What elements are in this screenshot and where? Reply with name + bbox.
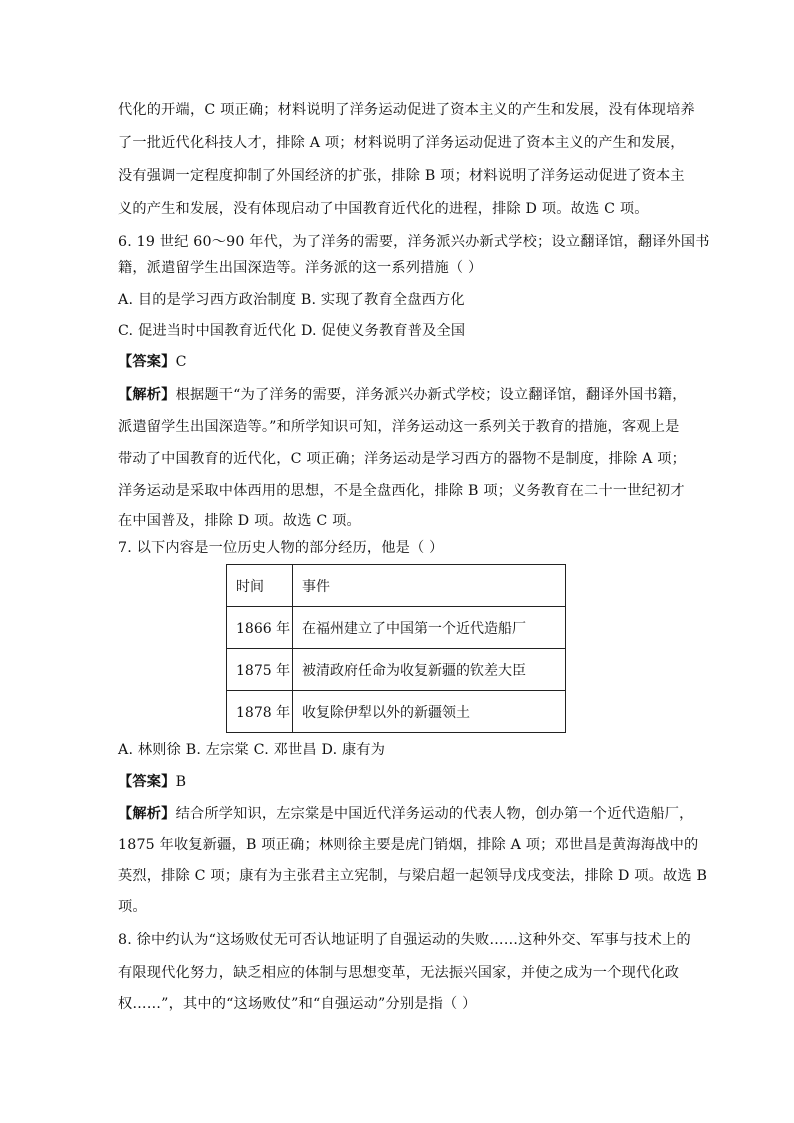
analysis-line: 洋务运动是采取中体西用的思想，不是全盘西化，排除 B 项；义务教育在二十一世纪初才 xyxy=(118,483,685,499)
table-cell: 1866 年 xyxy=(227,607,293,649)
table-header-row xyxy=(227,565,566,607)
text-line: 了一批近代化科技人才，排除 A 项；材料说明了洋务运动促进了资本主义的产生和发展， xyxy=(118,135,685,151)
answer-tag: 【答案】 xyxy=(118,774,176,790)
question-8-stem: 8. 徐中约认为“这场败仗无可否认地证明了自强运动的失败……这种外交、军事与技术上的 xyxy=(118,932,691,948)
table-cell: 收复除伊犁以外的新疆领土 xyxy=(293,691,566,733)
analysis-tag: 【解析】 xyxy=(118,387,176,403)
analysis-line: 英烈，排除 C 项；康有为主张君主立宪制，与梁启超一起领导戊戌变法，排除 D 项。故选 B xyxy=(118,868,708,884)
analysis-text: 根据题干“为了洋务的需要，洋务派兴办新式学校；设立翻译馆，翻译外国书籍， xyxy=(175,387,687,403)
analysis-line: 带动了中国教育的近代化，C 项正确；洋务运动是学习西方的器物不是制度，排除 A 项； xyxy=(118,451,686,467)
table-cell: 被清政府任命为收复新疆的钦差大臣 xyxy=(293,649,566,691)
question-6-analysis xyxy=(118,385,687,405)
answer-tag: 【答案】 xyxy=(118,354,176,370)
text-line: 代化的开端，C 项正确；材料说明了洋务运动促进了资本主义的产生和发展，没有体现培养 xyxy=(118,102,695,118)
question-8-stem: 有限现代化努力，缺乏相应的体制与思想变革，无法振兴国家，并使之成为一个现代化政 xyxy=(118,965,680,981)
analysis-text: 结合所学知识，左宗棠是中国近代洋务运动的代表人物，创办第一个近代造船厂， xyxy=(175,806,694,822)
question-7-analysis xyxy=(118,804,694,824)
table-cell: 在福州建立了中国第一个近代造船厂 xyxy=(293,607,566,649)
question-6-options: A. 目的是学习西方政治制度 B. 实现了教育全盘西方化 xyxy=(118,292,465,308)
question-8-stem: 权……”，其中的“这场败仗”和“自强运动”分别是指（ ） xyxy=(118,996,477,1012)
analysis-tag: 【解析】 xyxy=(118,806,176,822)
analysis-line: 1875 年收复新疆，B 项正确；林则徐主要是虎门销烟，排除 A 项；邓世昌是黄海海战中的 xyxy=(118,837,699,853)
analysis-line: 在中国普及，排除 D 项。故选 C 项。 xyxy=(118,513,361,529)
table-row xyxy=(227,691,566,733)
table-row xyxy=(227,649,566,691)
events-table xyxy=(226,564,566,733)
question-6-stem: 籍，派遣留学生出国深造等。洋务派的这一系列措施（ ） xyxy=(118,260,483,276)
table-row xyxy=(227,607,566,649)
question-7-answer xyxy=(118,772,678,792)
question-6-options: C. 促进当时中国教育近代化 D. 促使义务教育普及全国 xyxy=(118,323,466,339)
question-7-stem: 7. 以下内容是一位历史人物的部分经历，他是（ ） xyxy=(118,540,444,556)
question-6-answer xyxy=(118,352,678,372)
table-header-cell: 事件 xyxy=(293,565,566,607)
analysis-line: 项。 xyxy=(118,899,147,915)
answer-value: B xyxy=(175,774,187,790)
table-cell: 1875 年 xyxy=(227,649,293,691)
answer-value: C xyxy=(175,354,187,370)
text-line: 义的产生和发展，没有体现启动了中国教育近代化的进程，排除 D 项。故选 C 项。 xyxy=(118,201,649,217)
question-7-options: A. 林则徐 B. 左宗棠 C. 邓世昌 D. 康有为 xyxy=(118,742,386,758)
analysis-line: 派遣留学生出国深造等。”和所学知识可知，洋务运动这一系列关于教育的措施，客观上是 xyxy=(118,419,680,435)
question-6-stem: 6. 19 世纪 60～90 年代，为了洋务的需要，洋务派兴办新式学校；设立翻译馆，翻译外国书 xyxy=(118,234,710,250)
text-line: 没有强调一定程度抑制了外国经济的扩张，排除 B 项；材料说明了洋务运动促进了资本主 xyxy=(118,168,685,184)
table-cell: 1878 年 xyxy=(227,691,293,733)
table-header-cell: 时间 xyxy=(227,565,293,607)
